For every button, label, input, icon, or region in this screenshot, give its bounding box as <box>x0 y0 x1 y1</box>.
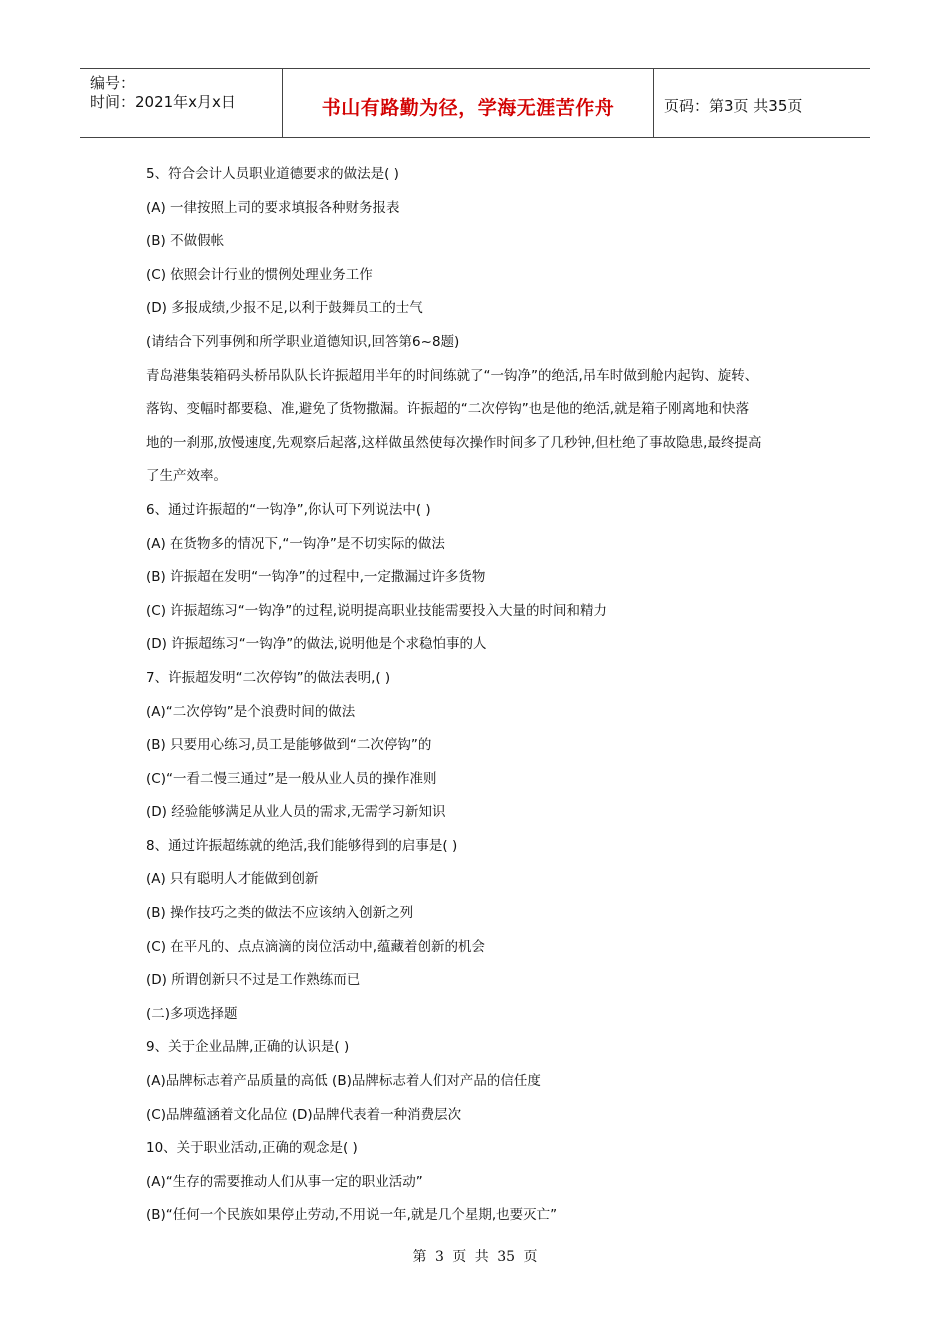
page-footer: 第 3 页 共 35 页 <box>412 1249 538 1265</box>
option-line: (D) 所谓创新只不过是工作熟练而已 <box>146 972 361 989</box>
serial-label: 编号： <box>90 74 136 92</box>
question-line: 6、通过许振超的“一钩净”,你认可下列说法中( ) <box>146 501 431 518</box>
option-line: (A)“生存的需要推动人们从事一定的职业活动” <box>146 1173 423 1190</box>
option-line: (B) 只要用心练习,员工是能够做到“二次停钩”的 <box>146 737 432 754</box>
question-line: 7、许振超发明“二次停钩”的做法表明,( ) <box>146 669 391 686</box>
question-line: 10、关于职业活动,正确的观念是( ) <box>146 1140 358 1157</box>
option-line: (D) 多报成绩,少报不足,以利于鼓舞员工的士气 <box>146 300 423 317</box>
document-body <box>146 158 826 1233</box>
option-line: (C) 在平凡的、点点滴滴的岗位活动中,蕴藏着创新的机会 <box>146 938 486 955</box>
section-heading: (二)多项选择题 <box>146 1005 238 1022</box>
option-line: (C)“一看二慢三通过”是一般从业人员的操作准则 <box>146 770 437 787</box>
option-line: (C) 许振超练习“一钩净”的过程,说明提高职业技能需要投入大量的时间和精力 <box>146 602 608 619</box>
option-line: (B)“任何一个民族如果停止劳动,不用说一年,就是几个星期,也要灭亡” <box>146 1207 558 1224</box>
question-line: 9、关于企业品牌,正确的认识是( ) <box>146 1039 350 1056</box>
instruction-line: (请结合下列事例和所学职业道德知识,回答第6~8题) <box>146 333 460 350</box>
header-right-cell <box>654 69 870 137</box>
header-center-cell <box>283 69 654 137</box>
option-line: (C)品牌蕴涵着文化品位 (D)品牌代表着一种消费层次 <box>146 1106 462 1123</box>
page-info: 页码：第3页 共35页 <box>664 97 803 115</box>
option-line: (B) 不做假帐 <box>146 233 225 250</box>
option-line: (B) 操作技巧之类的做法不应该纳入创新之列 <box>146 905 414 922</box>
page-header <box>80 68 870 138</box>
motto: 书山有路勤为径，学海无涯苦作舟 <box>321 97 615 119</box>
option-line: (A) 在货物多的情况下,“一钩净”是不切实际的做法 <box>146 535 445 552</box>
option-line: (A)“二次停钩”是个浪费时间的做法 <box>146 703 356 720</box>
question-line: 8、通过许振超练就的绝活,我们能够得到的启事是( ) <box>146 837 458 854</box>
date-label: 时间：2021年x月x日 <box>90 93 236 111</box>
option-line: (D) 经验能够满足从业人员的需求,无需学习新知识 <box>146 804 446 821</box>
passage-line: 地的一刹那,放慢速度,先观察后起落,这样做虽然使每次操作时间多了几秒钟,但杜绝了事故隐患,最终提高 <box>146 434 762 451</box>
option-line: (A) 一律按照上司的要求填报各种财务报表 <box>146 199 400 216</box>
passage-line: 落钩、变幅时都要稳、准,避免了货物撒漏。许振超的“二次停钩”也是他的绝活,就是箱子刚离地和快落 <box>146 401 750 418</box>
passage-line: 青岛港集装箱码头桥吊队队长许振超用半年的时间练就了“一钩净”的绝活,吊车时做到舱内起钩、旋转、 <box>146 367 759 384</box>
header-left-cell <box>80 69 283 137</box>
question-line: 5、符合会计人员职业道德要求的做法是( ) <box>146 166 399 182</box>
option-line: (C) 依照会计行业的惯例处理业务工作 <box>146 266 373 283</box>
option-line: (B) 许振超在发明“一钩净”的过程中,一定撒漏过许多货物 <box>146 569 486 586</box>
option-line: (A)品牌标志着产品质量的高低 (B)品牌标志着人们对产品的信任度 <box>146 1073 541 1090</box>
option-line: (D) 许振超练习“一钩净”的做法,说明他是个求稳怕事的人 <box>146 636 487 653</box>
option-line: (A) 只有聪明人才能做到创新 <box>146 871 319 888</box>
passage-line: 了生产效率。 <box>146 468 227 485</box>
